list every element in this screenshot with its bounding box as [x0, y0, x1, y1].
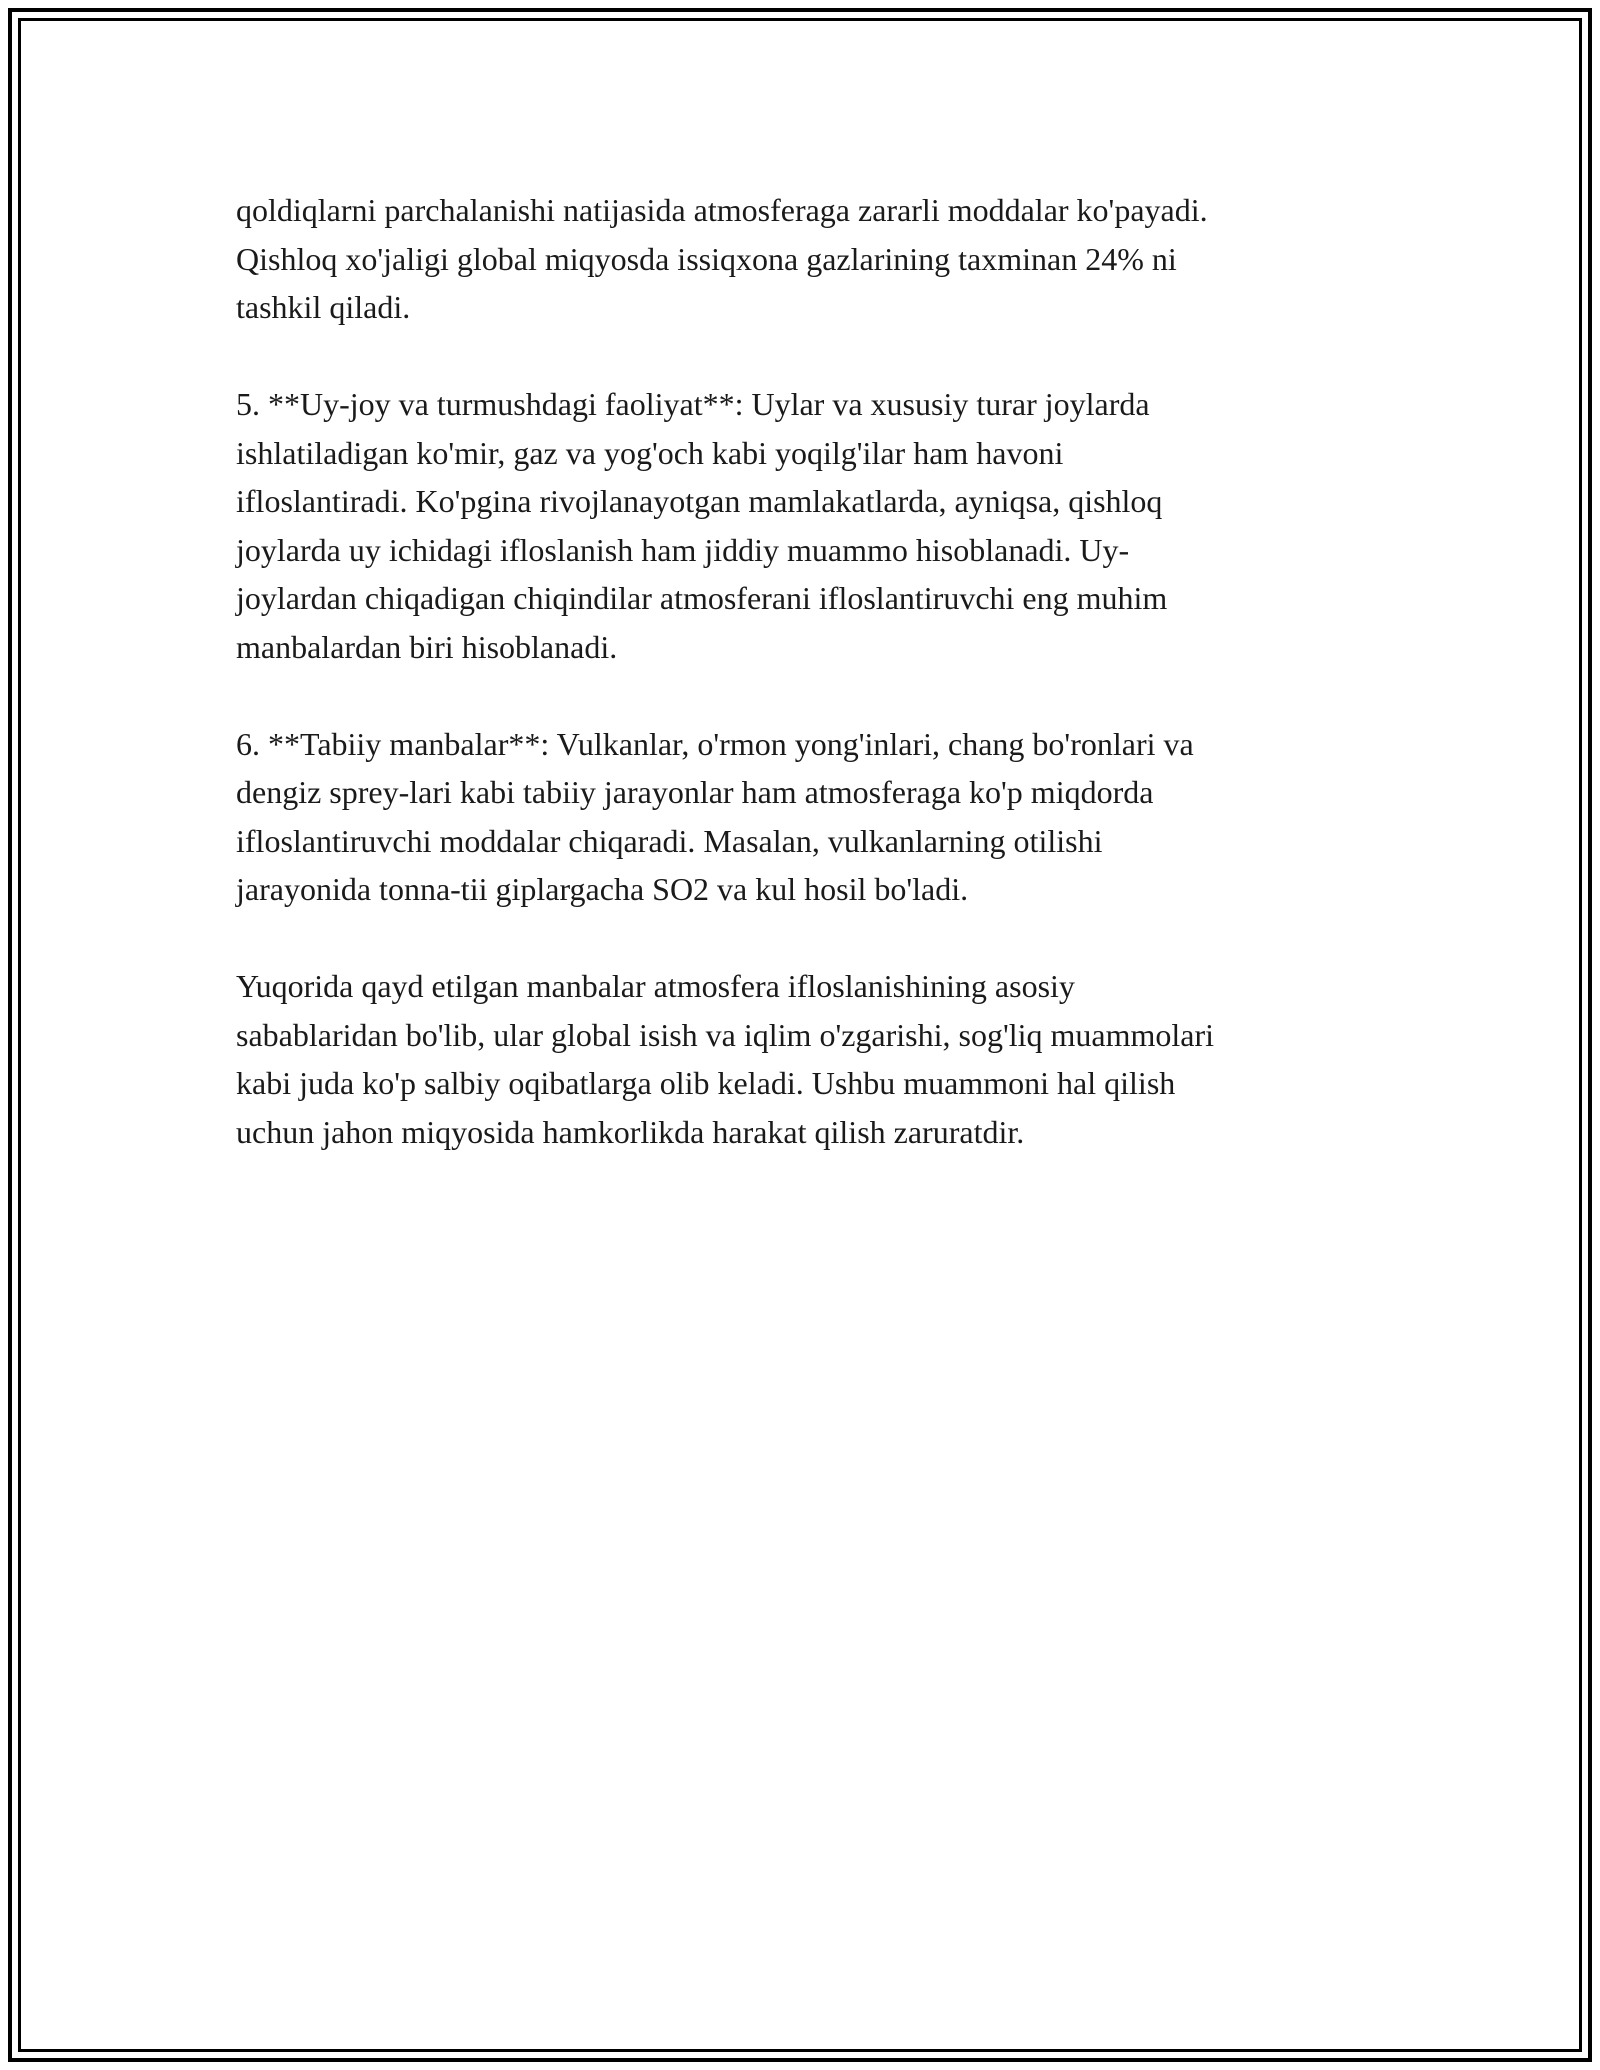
document-body [236, 186, 1366, 1205]
paragraph-item-6-natural-sources: 6. **Tabiiy manbalar**: Vulkanlar, o'rmon yong'inlari, chang bo'ronlari va dengiz sprey-lari kabi tabiiy jarayonlar ham atmosferaga ko'p miqdorda ifloslantiruvchi moddalar chiqaradi. Masalan, vulkanlarning otilishi jarayonida tonna-tii giplargacha SO2 va kul hosil bo'ladi. [236, 725, 1194, 907]
paragraph-continuation: qoldiqlarni parchalanishi natijasida atmosferaga zararli moddalar ko'payadi. Qishloq xo'jaligi global miqyosda issiqxona gazlarining taxminan 24% ni tashkil qiladi. [236, 192, 1208, 325]
paragraph-conclusion: Yuqorida qayd etilgan manbalar atmosfera ifloslanishining asosiy sabablaridan bo'lib, ular global isish va iqlim o'zgarishi, sog'liq muammolari kabi juda ko'p salbiy oqibatlarga olib keladi. Ushbu muammoni hal qilish uchun jahon miqyosida hamkorlikda harakat qilish zaruratdir. [236, 968, 1215, 1150]
paragraph-item-5-housing: 5. **Uy-joy va turmushdagi faoliyat**: Uylar va xususiy turar joylarda ishlatiladigan ko'mir, gaz va yog'och kabi yoqilg'ilar ham havoni ifloslantiradi. Ko'pgina rivojlanayotgan mamlakatlarda, ayniqsa, qishloq joylarda uy ichidagi ifloslanish ham jiddiy muammo hisoblanadi. Uy- joylardan chiqadigan chiqindilar atmosferani ifloslantiruvchi eng muhim manbalardan biri hisoblanadi. [236, 386, 1168, 665]
